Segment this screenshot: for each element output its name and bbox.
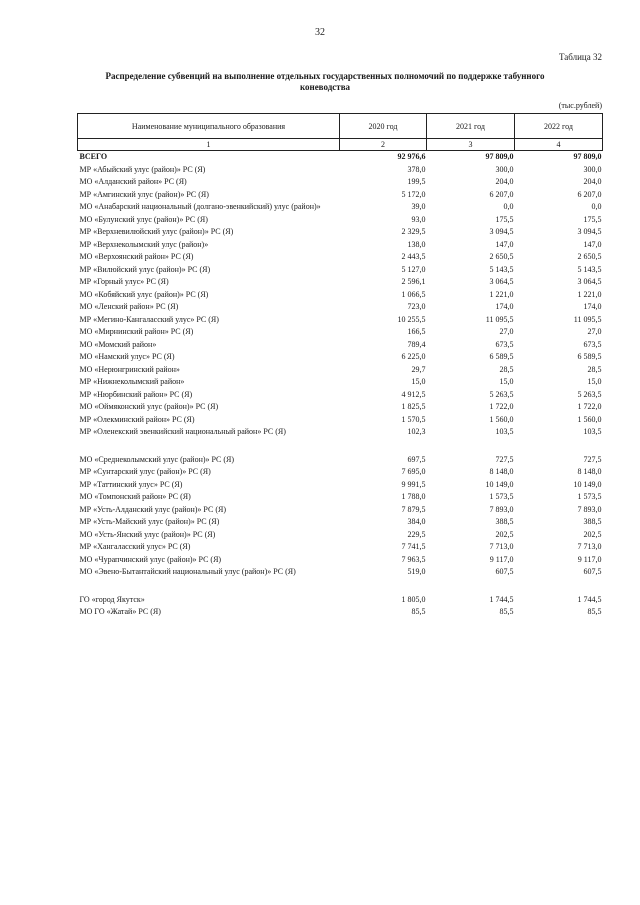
value-2022-cell: 15,0 (587, 377, 602, 386)
value-2021-cell: 11 095,5 (485, 314, 514, 324)
table-row (78, 264, 603, 277)
value-2022-cell: 204,0 (583, 177, 602, 186)
municipality-cell: МР «Мегино-Кангаласский улус» РС (Я) (79, 314, 219, 324)
value-2022-cell: 174,0 (583, 302, 602, 311)
municipality-cell: МО «Мирнинский район» РС (Я) (79, 327, 194, 336)
value-2021-cell: 607,5 (495, 567, 514, 576)
value-2021-cell: 0,0 (503, 202, 514, 211)
value-2020-cell: 2 596,1 (401, 277, 426, 286)
municipality-cell: МО ГО «Жатай» РС (Я) (79, 607, 161, 616)
table-row (78, 164, 603, 177)
value-2021-cell: 15,0 (499, 377, 514, 386)
municipality-cell: МР «Оленекский эвенкийский национальный район» РС (Я) (79, 427, 286, 436)
table-row (78, 389, 603, 402)
municipality-cell: МО «Анабарский национальный (долгано-эвенкийский) улус (район)» (79, 202, 321, 211)
value-2021-cell: 7 713,0 (489, 542, 514, 551)
table-row (78, 541, 603, 554)
header-2020: 2020 год (340, 114, 427, 139)
value-2021-cell: 5 143,5 (489, 264, 514, 274)
table-row (78, 176, 603, 189)
municipality-cell: МО «Оймяконский улус (район)» РС (Я) (79, 402, 219, 411)
page-number: 32 (315, 27, 325, 38)
value-2021-cell: 388,5 (495, 517, 514, 526)
column-number: 1 (78, 139, 340, 151)
table-row (78, 466, 603, 479)
municipality-cell: МР «Верхнеколымский улус (район)» (79, 239, 209, 249)
municipality-cell: МО «Верхоянский район» РС (Я) (79, 252, 194, 261)
value-2020-cell: 166,5 (407, 327, 426, 336)
municipality-cell: МР «Усть-Алданский улус (район)» РС (Я) (79, 504, 226, 514)
value-2020-cell: 7 879,5 (401, 504, 426, 514)
value-2022-cell: 202,5 (583, 529, 602, 539)
value-2022-cell: 9 117,0 (577, 554, 602, 564)
municipality-cell: МО «Алданский район» РС (Я) (79, 177, 187, 186)
value-2021-cell: 10 149,0 (485, 479, 514, 489)
table-row (78, 594, 603, 607)
value-2021-cell: 85,5 (499, 607, 514, 616)
value-2021-cell: 9 117,0 (489, 554, 514, 564)
table-row (78, 226, 603, 239)
value-2020-cell: 6 225,0 (401, 352, 426, 361)
value-2020-cell: 4 912,5 (401, 389, 426, 399)
value-2020-cell: 7 963,5 (401, 554, 426, 564)
municipality-cell: МР «Усть-Майский улус (район)» РС (Я) (79, 517, 220, 526)
value-2020-cell: 1 805,0 (401, 594, 426, 604)
table-row (78, 606, 603, 619)
table-row (78, 554, 603, 567)
table-row (78, 426, 603, 439)
value-2020-cell: 229,5 (407, 529, 426, 539)
value-2021-cell: 174,0 (495, 302, 514, 311)
municipality-cell: МО «Булунский улус (район)» РС (Я) (79, 214, 208, 224)
value-2022-cell: 1 560,0 (577, 414, 602, 424)
value-2022-cell: 300,0 (583, 164, 602, 174)
value-2022-cell: 97 809,0 (573, 152, 602, 161)
table-row (78, 491, 603, 504)
header-2021: 2021 год (427, 114, 515, 139)
value-2020-cell: 1 825,5 (401, 402, 426, 411)
table-row (78, 401, 603, 414)
header-2022: 2022 год (515, 114, 603, 139)
value-2020-cell: 697,5 (407, 454, 426, 464)
table-row (78, 339, 603, 352)
value-2022-cell: 607,5 (583, 567, 602, 576)
table-row (78, 454, 603, 467)
value-2021-cell: 97 809,0 (485, 152, 514, 161)
value-2020-cell: 789,4 (407, 339, 426, 349)
value-2022-cell: 388,5 (583, 517, 602, 526)
value-2020-cell: 7 741,5 (401, 542, 426, 551)
value-2020-cell: 9 991,5 (401, 479, 426, 489)
municipality-cell: МР «Сунтарский улус (район)» РС (Я) (79, 467, 211, 476)
value-2022-cell: 727,5 (583, 454, 602, 464)
table-row (78, 376, 603, 389)
value-2022-cell: 11 095,5 (573, 314, 602, 324)
total-row (78, 151, 603, 164)
value-2020-cell: 519,0 (407, 567, 426, 576)
value-2022-cell: 5 143,5 (577, 264, 602, 274)
municipality-cell: МО «Кобяйский улус (район)» РС (Я) (79, 289, 209, 299)
table-row (78, 414, 603, 427)
value-2022-cell: 175,5 (583, 214, 602, 224)
value-2022-cell: 85,5 (587, 607, 602, 616)
value-2020-cell: 7 695,0 (401, 467, 426, 476)
value-2021-cell: 1 722,0 (489, 402, 514, 411)
value-2021-cell: 175,5 (495, 214, 514, 224)
municipality-cell: МР «Таттинский улус» РС (Я) (79, 479, 183, 489)
value-2021-cell: 7 893,0 (489, 504, 514, 514)
value-2020-cell: 2 443,5 (401, 252, 426, 261)
municipality-cell: МР «Олекминский район» РС (Я) (79, 414, 195, 424)
value-2021-cell: 673,5 (495, 339, 514, 349)
municipality-cell: ВСЕГО (79, 152, 108, 161)
value-2020-cell: 1 066,5 (401, 289, 426, 299)
value-2021-cell: 28,5 (499, 364, 514, 374)
municipality-cell: МР «Хангаласский улус» РС (Я) (79, 542, 191, 551)
value-2022-cell: 1 744,5 (577, 594, 602, 604)
value-2022-cell: 0,0 (591, 202, 602, 211)
column-number-row (78, 139, 603, 151)
header-municipality: Наименование муниципального образования (78, 114, 340, 139)
municipality-cell: МО «Эвено-Бытантайский национальный улус (район)» РС (Я) (79, 567, 296, 576)
table-row (78, 516, 603, 529)
value-2022-cell: 103,5 (583, 427, 602, 436)
table-row (78, 239, 603, 252)
municipality-cell: МР «Верхневилюйский улус (район)» РС (Я) (79, 227, 234, 236)
municipality-cell: МР «Нижнеколымский район» (79, 377, 185, 386)
value-2020-cell: 15,0 (411, 377, 426, 386)
table-row (78, 301, 603, 314)
municipality-cell: МР «Горный улус» РС (Я) (79, 277, 169, 286)
value-2022-cell: 6 207,0 (577, 189, 602, 199)
value-2022-cell: 147,0 (583, 239, 602, 249)
value-2020-cell: 199,5 (407, 177, 426, 186)
value-2021-cell: 103,5 (495, 427, 514, 436)
value-2022-cell: 673,5 (583, 339, 602, 349)
table-row (78, 276, 603, 289)
table-row (78, 364, 603, 377)
value-2020-cell: 85,5 (411, 607, 426, 616)
spacer-cell (78, 579, 603, 594)
column-number: 2 (340, 139, 427, 151)
municipality-cell: МО «Чурапчинский улус (район)» РС (Я) (79, 554, 222, 564)
municipality-cell: ГО «город Якутск» (79, 594, 145, 604)
value-2020-cell: 723,0 (407, 302, 426, 311)
value-2022-cell: 3 064,5 (577, 277, 602, 286)
value-2020-cell: 92 976,6 (397, 152, 426, 161)
subsidy-table (77, 113, 603, 619)
value-2022-cell: 6 589,5 (577, 352, 602, 361)
municipality-cell: МО «Момский район» (79, 339, 157, 349)
table-row (78, 214, 603, 227)
table-row (78, 251, 603, 264)
municipality-cell: МО «Ленский район» РС (Я) (79, 302, 179, 311)
table-row (78, 314, 603, 327)
spacer-row (78, 579, 603, 594)
value-2021-cell: 1 560,0 (489, 414, 514, 424)
table-row (78, 504, 603, 517)
municipality-cell: МР «Вилюйский улус (район)» РС (Я) (79, 264, 211, 274)
value-2020-cell: 1 788,0 (401, 492, 426, 501)
value-2020-cell: 378,0 (407, 164, 426, 174)
value-2021-cell: 3 094,5 (489, 227, 514, 236)
value-2021-cell: 27,0 (499, 327, 514, 336)
spacer-row (78, 439, 603, 454)
value-2021-cell: 1 744,5 (489, 594, 514, 604)
value-2021-cell: 202,5 (495, 529, 514, 539)
value-2021-cell: 3 064,5 (489, 277, 514, 286)
table-row (78, 201, 603, 214)
value-2022-cell: 1 722,0 (577, 402, 602, 411)
table-label: Таблица 32 (559, 52, 602, 62)
value-2021-cell: 6 207,0 (489, 189, 514, 199)
value-2020-cell: 1 570,5 (401, 414, 426, 424)
municipality-cell: МО «Нерюнгринский район» (79, 364, 180, 374)
value-2021-cell: 8 148,0 (489, 467, 514, 476)
value-2022-cell: 10 149,0 (573, 479, 602, 489)
value-2020-cell: 93,0 (411, 214, 426, 224)
value-2020-cell: 29,7 (411, 364, 426, 374)
municipality-cell: МО «Усть-Янский улус (район)» РС (Я) (79, 529, 216, 539)
municipality-cell: МР «Нюрбинский район» РС (Я) (79, 389, 193, 399)
value-2022-cell: 7 713,0 (577, 542, 602, 551)
value-2022-cell: 27,0 (587, 327, 602, 336)
value-2020-cell: 5 172,0 (401, 189, 426, 199)
value-2020-cell: 138,0 (407, 239, 426, 249)
table-body (78, 151, 603, 619)
municipality-cell: МО «Среднеколымский улус (район)» РС (Я) (79, 454, 235, 464)
value-2021-cell: 2 650,5 (489, 252, 514, 261)
value-2022-cell: 3 094,5 (577, 227, 602, 236)
value-2022-cell: 28,5 (587, 364, 602, 374)
value-2021-cell: 5 263,5 (489, 389, 514, 399)
value-2020-cell: 384,0 (407, 517, 426, 526)
table-row (78, 566, 603, 579)
value-2020-cell: 102,3 (407, 427, 426, 436)
municipality-cell: МР «Амгинский улус (район)» РС (Я) (79, 189, 209, 199)
units-label: (тыс.рублей) (558, 101, 602, 110)
table-row (78, 529, 603, 542)
value-2020-cell: 39,0 (411, 202, 426, 211)
column-number: 4 (515, 139, 603, 151)
table-row (78, 289, 603, 302)
value-2020-cell: 10 255,5 (397, 314, 426, 324)
table-row (78, 351, 603, 364)
value-2022-cell: 5 263,5 (577, 389, 602, 399)
column-number: 3 (427, 139, 515, 151)
table-row (78, 189, 603, 202)
value-2021-cell: 6 589,5 (489, 352, 514, 361)
value-2022-cell: 8 148,0 (577, 467, 602, 476)
value-2021-cell: 204,0 (495, 177, 514, 186)
value-2022-cell: 1 221,0 (577, 289, 602, 299)
document-title: Распределение субвенций на выполнение отдельных государственных полномочий по поддержке табунного коневодства (105, 71, 545, 92)
table-header-row (78, 114, 603, 139)
value-2021-cell: 1 221,0 (489, 289, 514, 299)
value-2022-cell: 1 573,5 (577, 492, 602, 501)
value-2020-cell: 2 329,5 (401, 227, 426, 236)
municipality-cell: МО «Томпонский район» РС (Я) (79, 492, 191, 501)
value-2021-cell: 1 573,5 (489, 492, 514, 501)
municipality-cell: МО «Намский улус» РС (Я) (79, 352, 175, 361)
value-2021-cell: 727,5 (495, 454, 514, 464)
table-row (78, 479, 603, 492)
municipality-cell: МР «Абыйский улус (район)» РС (Я) (79, 164, 206, 174)
value-2022-cell: 2 650,5 (577, 252, 602, 261)
value-2022-cell: 7 893,0 (577, 504, 602, 514)
value-2021-cell: 300,0 (495, 164, 514, 174)
spacer-cell (78, 439, 603, 454)
value-2020-cell: 5 127,0 (401, 264, 426, 274)
table-row (78, 326, 603, 339)
value-2021-cell: 147,0 (495, 239, 514, 249)
